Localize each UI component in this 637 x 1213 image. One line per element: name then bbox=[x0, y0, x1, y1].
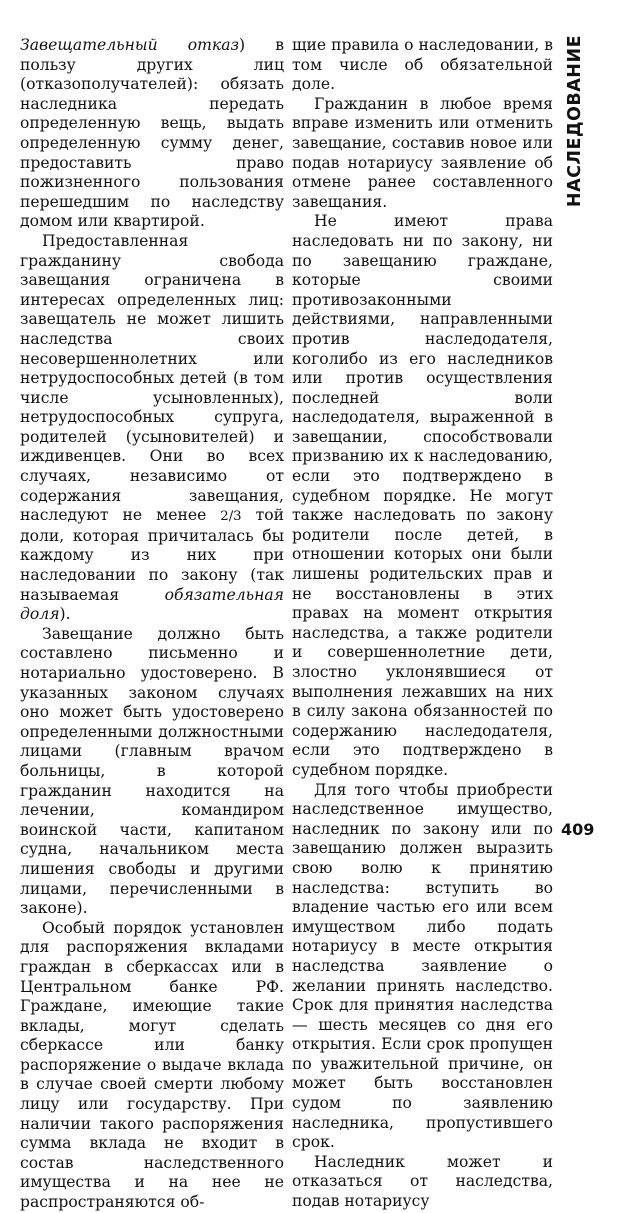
text-run: Особый порядок установлен для распоряжения вкладами граждан в сберкассах или в Центральном банке РФ. Граждане, имеющие такие вклады, могут сделать сберкассе или банку распоряжение о выдаче вклада в случае своей смерти любому лицу или государству. При наличии такого распоряжения сумма вклада не входит в состав наследственного имущества и на нее не распространяются об- bbox=[20, 918, 284, 1212]
paragraph bbox=[292, 1153, 553, 1212]
text-run: Гражданин в любое время вправе изменить или отменить завещание, составив новое или подав нотариусу заявление об отмене ранее составленного завещания. bbox=[292, 94, 553, 211]
text-run: Для того чтобы приобрести наследственное имущество, наследник по закону или по завещанию должен выразить свою волю к принятию наследства: вступить во владение частью его или всем имуществом либо подать нотариусу в месте открытия наследства заявление о желании принять наследство. Срок для принятия наследства — шесть месяцев со дня его открытия. Если срок пропущен по уважительной причине, он может быть восстановлен судом по заявлению наследника, пропустившего срок. bbox=[292, 780, 553, 1152]
fraction: 2/3 bbox=[220, 509, 242, 525]
right-text-column bbox=[292, 36, 553, 1212]
text-run: Предоставленная гражданину свобода завещания ограничена в интересах определенных лиц: завещатель не может лишить наследства своих несовершеннолетних или нетрудоспособных детей (в том числе усыновленных), нетрудоспособных супруга, родителей (усыновителей) и иждивенцев. Они во всех случаях, независимо от содержания завещания, наследуют не менее bbox=[20, 231, 284, 525]
text-run: щие правила о наследовании, в том числе об обязательной доле. bbox=[292, 36, 553, 94]
paragraph bbox=[292, 36, 553, 95]
paragraph bbox=[292, 781, 553, 1153]
italic-term: обязательная доля bbox=[20, 585, 284, 624]
text-run: ) в пользу других лиц (отказополучателей): обязать наследника передать определенную вещь, выдать определенную сумму денег, предоставить право пожизненного пользования перешедшим по наследству домом или квартирой. bbox=[20, 36, 284, 231]
paragraph bbox=[292, 212, 553, 780]
text-run: той доли, которая причиталась бы каждому из них при наследовании по закону (так называемая bbox=[20, 506, 284, 604]
text-run: ). bbox=[59, 605, 71, 624]
text-run: Не имеют права наследовать ни по закону, ни по завещанию граждане, которые своими противозаконными действиями, направленными против наследодателя, коголибо из его наследников или против осуществления последней воли наследодателя, выраженной в завещании, способствовали призванию их к наследованию, если это подтверждено в судебном порядке. Не могут также наследовать по закону родители после детей, в отношении которых они были лишены родительских прав и не восстановлены в этих правах на момент открытия наследства, а также родители и совершеннолетние дети, злостно уклонявшиеся от выполнения лежавших на них в силу закона обязанностей по содержанию наследодателя, если это подтверждено в судебном порядке. bbox=[292, 212, 553, 779]
paragraph bbox=[20, 36, 284, 232]
paragraph bbox=[292, 95, 553, 213]
paragraph bbox=[20, 625, 284, 919]
paragraph bbox=[20, 232, 284, 625]
italic-term: Завещательный отказ bbox=[20, 36, 240, 54]
section-title: НАСЛЕДОВАНИЕ bbox=[565, 34, 585, 208]
page-number: 409 bbox=[561, 820, 595, 839]
text-run: Завещание должно быть составлено письменно и нотариально удостоверено. В указанных законом случаях оно может быть удостоверено определенными должностными лицами (главным врачом больницы, в которой гражданин находится на лечении, командиром воинской части, капитаном судна, начальником места лишения свободы и другими лицами, перечисленными в законе). bbox=[20, 624, 284, 918]
section-tab bbox=[560, 36, 590, 206]
text-run: Наследник может и отказаться от наследства, подав нотариусу bbox=[292, 1152, 553, 1211]
paragraph bbox=[20, 919, 284, 1213]
left-text-column bbox=[20, 36, 284, 1213]
